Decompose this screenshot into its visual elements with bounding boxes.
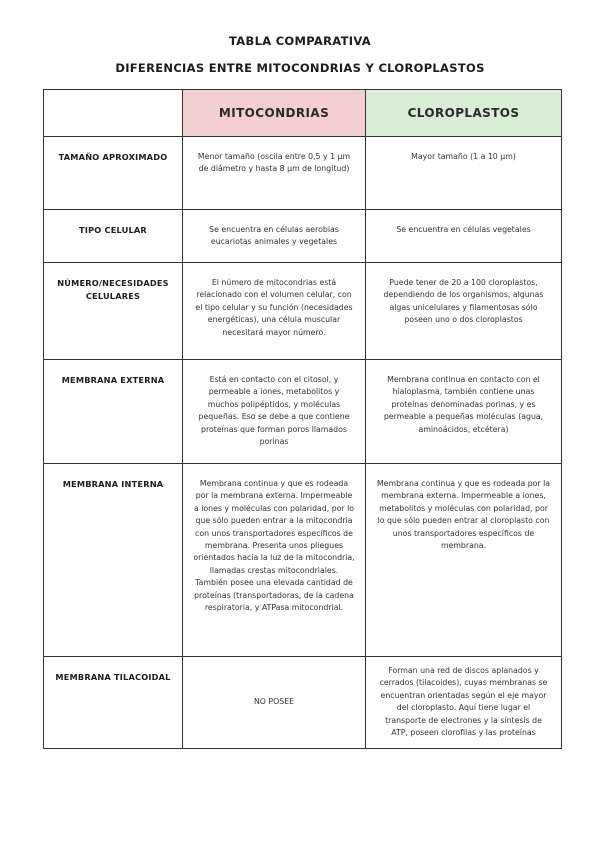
page-title: TABLA COMPARATIVA xyxy=(229,34,371,48)
table-row xyxy=(44,360,562,464)
header-mitocondrias: MITOCONDRIAS xyxy=(183,90,366,137)
table-row xyxy=(44,464,562,657)
cell-cloro-membrana-interna: Membrana continua y que es rodeada por la membrana externa. Impermeable a iones, metabolitos y moléculas con polaridad, por lo que sólo pueden entrar al cloroplasto con unos transportadores específicos de membrana. xyxy=(366,464,562,657)
page-subtitle: DIFERENCIAS ENTRE MITOCONDRIAS Y CLOROPLASTOS xyxy=(115,61,485,75)
cell-mito-membrana-tilacoidal: NO POSEE xyxy=(183,657,366,749)
row-label-numero: NÚMERO/NECESIDADES CELULARES xyxy=(44,263,183,360)
cell-cloro-numero: Puede tener de 20 a 100 cloroplastos, dependiendo de los organismos, algunas algas unicelulares y filamentosas sólo poseen uno o dos cloroplastos xyxy=(366,263,562,360)
table-row xyxy=(44,137,562,210)
row-label-membrana-interna: MEMBRANA INTERNA xyxy=(44,464,183,657)
table-row xyxy=(44,657,562,749)
table-header-row xyxy=(44,90,562,137)
cell-mito-membrana-externa: Está en contacto con el citosol, y permeable a iones, metabolitos y muchos polipéptidos, y moléculas pequeñas. Eso se debe a que contiene proteínas que forman poros llamados porinas xyxy=(183,360,366,464)
comparison-table xyxy=(43,89,562,749)
cell-cloro-membrana-tilacoidal: Forman una red de discos aplanados y cerrados (tilacoides), cuyas membranas se encuentran orientadas según el eje mayor del cloroplasto. Aquí tiene lugar el transporte de electrones y la síntesis de ATP, poseen clorofilas y las proteínas xyxy=(366,657,562,749)
cell-mito-membrana-interna: Membrana continua y que es rodeada por la membrana externa. Impermeable a iones y moléculas con polaridad, por lo que sólo pueden entrar a la mitocondria con unos transportadores específicos de membrana. Presenta unos pliegues orientados hacia la luz de la mitocondria, llamadas crestas mitocondriales. También posee una elevada cantidad de proteínas (transportadoras, de la cadena respiratoria, y ATPasa mitocondrial. xyxy=(183,464,366,657)
cell-mito-tamano: Menor tamaño (oscila entre 0,5 y 1 μm de diámetro y hasta 8 μm de longitud) xyxy=(183,137,366,210)
row-label-tamano: TAMAÑO APROXIMADO xyxy=(44,137,183,210)
cell-mito-tipo-celular: Se encuentra en células aerobias eucariotas animales y vegetales xyxy=(183,210,366,263)
header-empty-cell xyxy=(44,90,183,137)
table-row xyxy=(44,263,562,360)
row-label-membrana-externa: MEMBRANA EXTERNA xyxy=(44,360,183,464)
row-label-tipo-celular: TIPO CELULAR xyxy=(44,210,183,263)
table-row xyxy=(44,210,562,263)
cell-cloro-tamano: Mayor tamaño (1 a 10 μm) xyxy=(366,137,562,210)
row-label-membrana-tilacoidal: MEMBRANA TILACOIDAL xyxy=(44,657,183,749)
cell-cloro-tipo-celular: Se encuentra en células vegetales xyxy=(366,210,562,263)
header-cloroplastos: CLOROPLASTOS xyxy=(366,90,562,137)
cell-mito-numero: El número de mitocondrias está relacionado con el volumen celular, con el tipo celular y su función (necesidades energéticas), una célula muscular necesitará mayor número. xyxy=(183,263,366,360)
cell-cloro-membrana-externa: Membrana continua en contacto con el hialoplasma, también contiene unas proteínas denominadas porinas, y es permeable a pequeñas moléculas (agua, aminoácidos, etcétera) xyxy=(366,360,562,464)
